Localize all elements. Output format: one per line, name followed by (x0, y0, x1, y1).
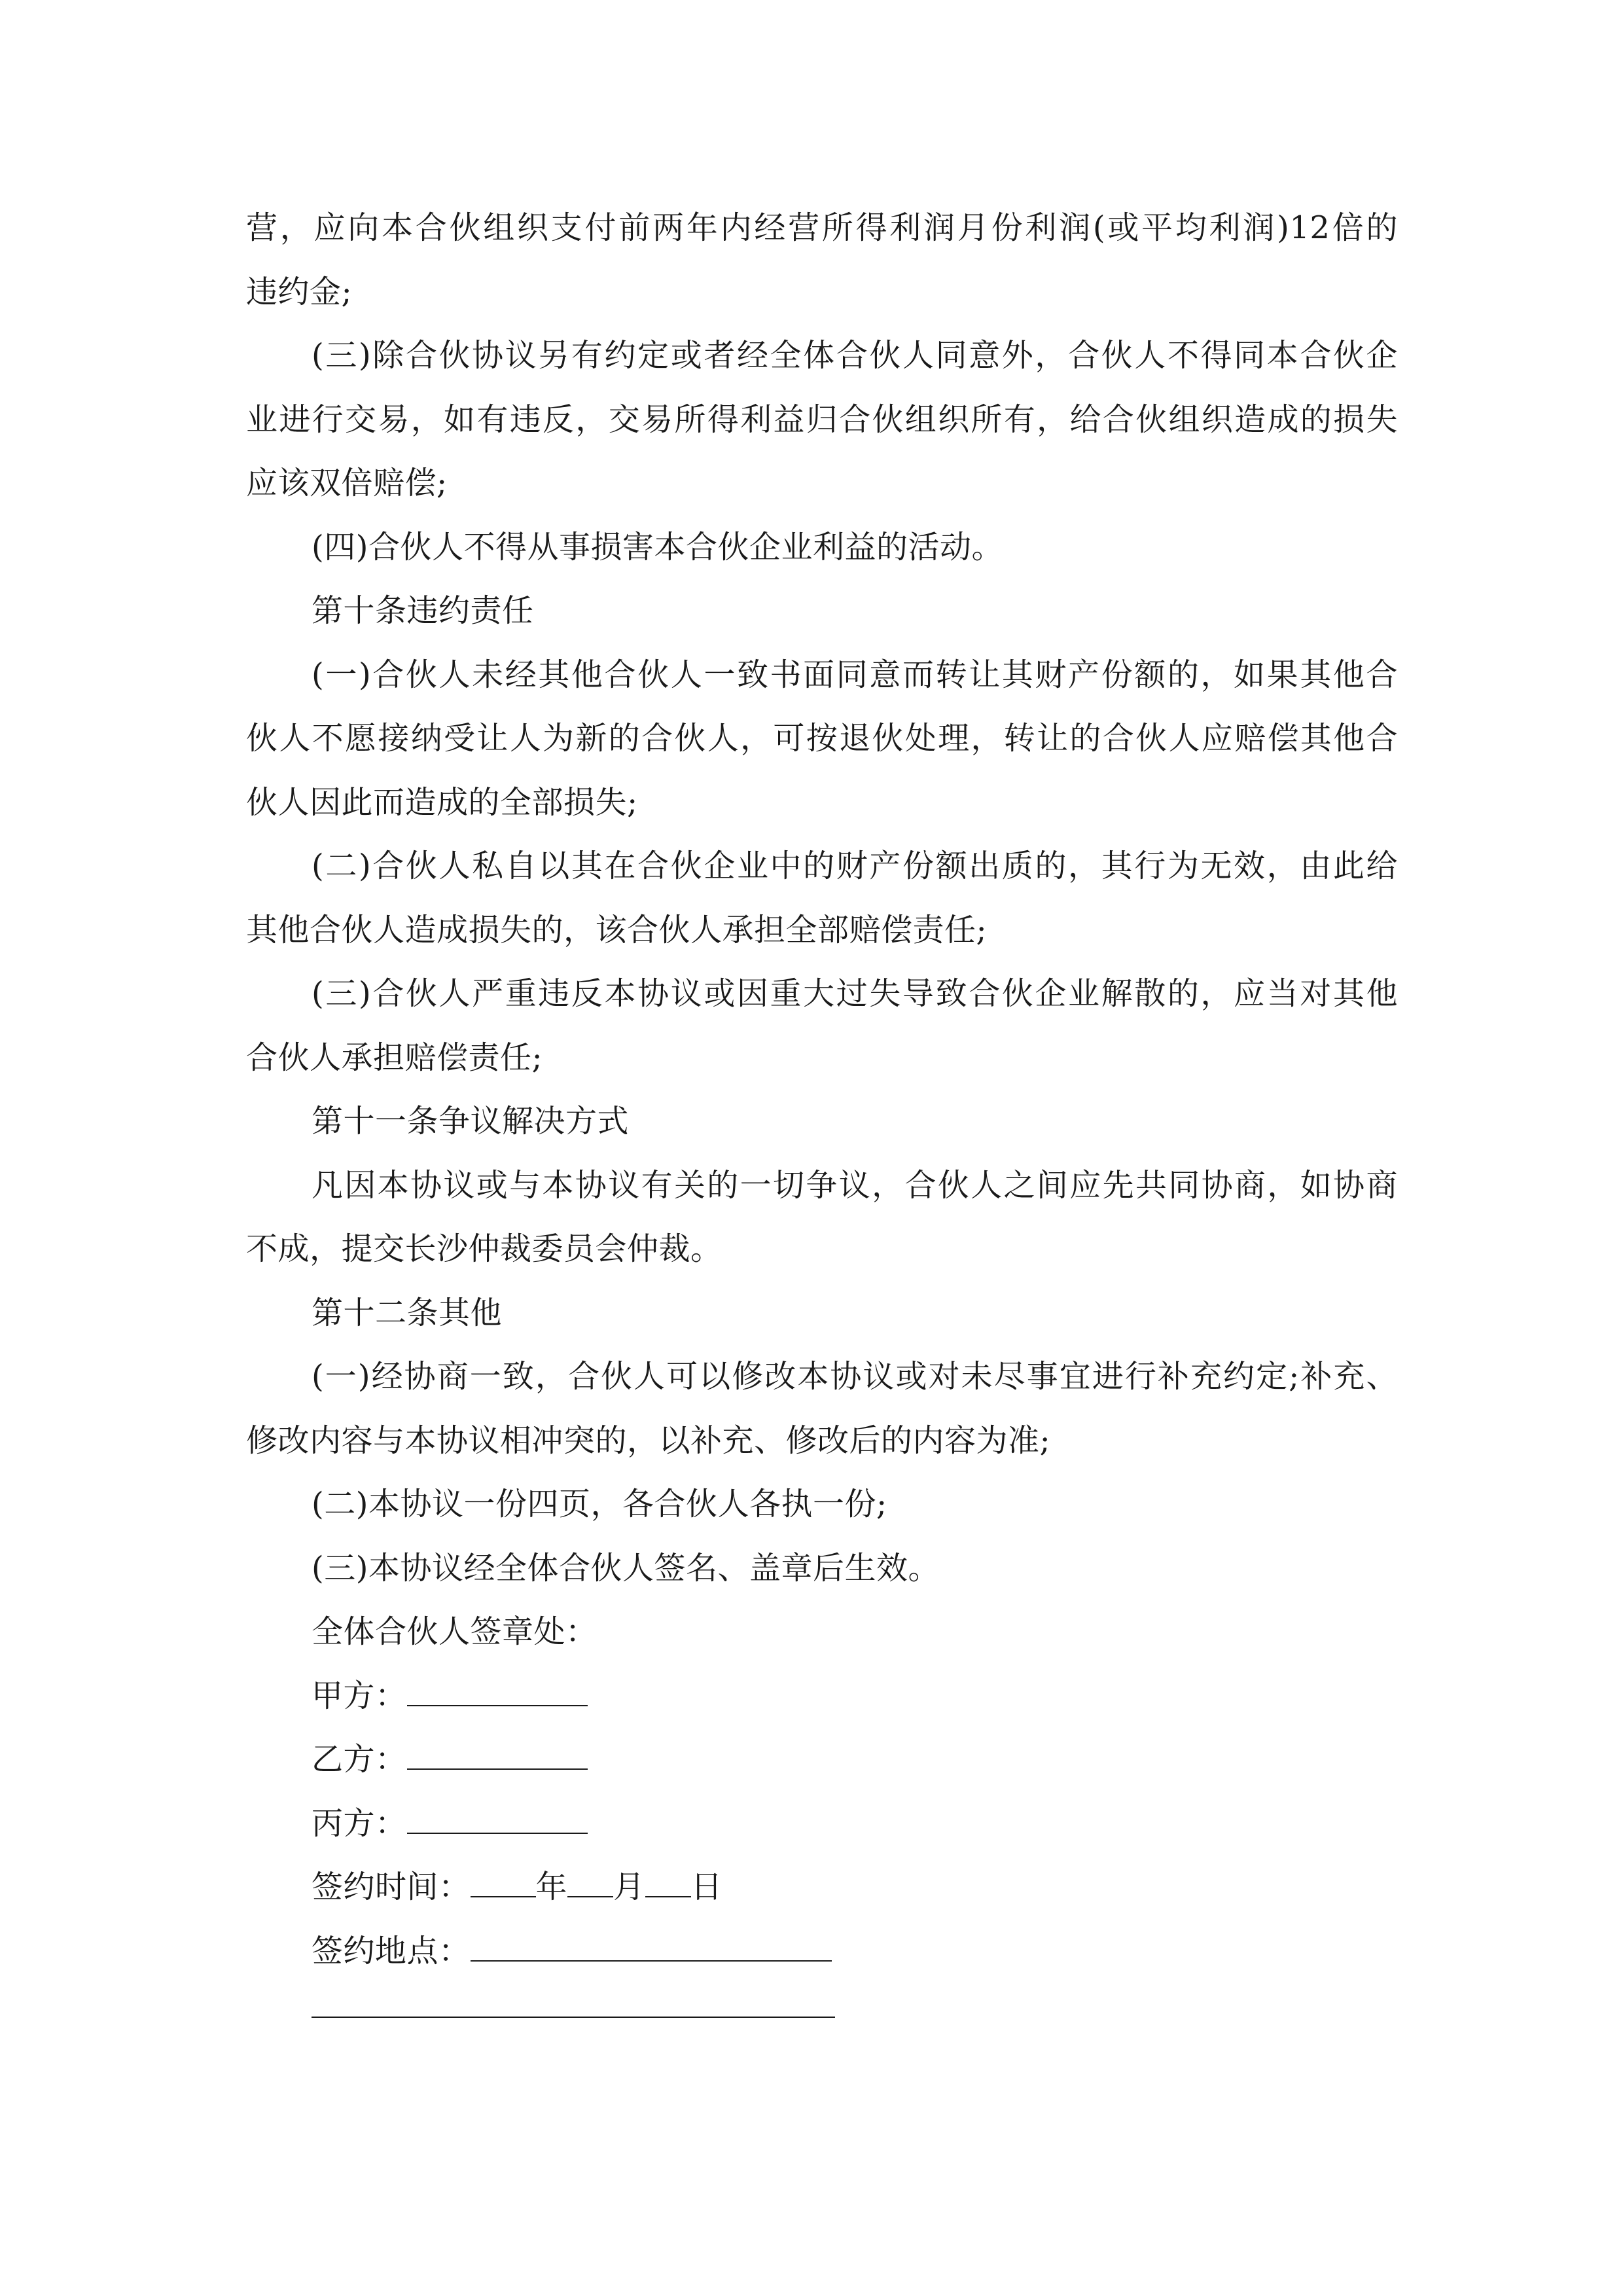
signature-heading: 全体合伙人签章处： (312, 1613, 597, 1650)
paragraph-line: 不成，提交长沙仲裁委员会仲裁。 (246, 1230, 722, 1267)
paragraph-line: 应该双倍赔偿; (246, 465, 448, 501)
sign-place-row (246, 1920, 1398, 1984)
party-b-label: 乙方： (312, 1741, 407, 1778)
month-label: 月 (613, 1869, 645, 1905)
paragraph-line: 违约金; (246, 273, 353, 310)
party-c-label: 丙方： (312, 1804, 407, 1842)
document-body (246, 196, 1398, 2047)
paragraph-line: (三)本协议经全体合伙人签名、盖章后生效。 (312, 1549, 940, 1587)
paragraph-line: 伙人因此而造成的全部损失; (246, 783, 638, 821)
paragraph-line: (一)经协商一致，合伙人可以修改本协议或对未尽事宜进行补充约定;补充、 (312, 1358, 1398, 1395)
party-c-blank[interactable] (407, 1793, 588, 1834)
sign-place-label: 签约地点： (312, 1932, 471, 1969)
paragraph-line: (一)合伙人未经其他合伙人一致书面同意而转让其财产份额的，如果其他合 (312, 656, 1398, 693)
closing-rule-row (246, 1983, 1398, 2047)
year-label: 年 (535, 1869, 568, 1905)
party-b-signature (246, 1728, 1398, 1792)
day-label: 日 (690, 1869, 723, 1905)
paragraph-line: 凡因本协议或与本协议有关的一切争议，合伙人之间应先共同协商，如协商 (312, 1166, 1398, 1204)
party-c-signature (246, 1792, 1398, 1856)
paragraph-line: (二)合伙人私自以其在合伙企业中的财产份额出质的，其行为无效，由此给 (312, 848, 1398, 884)
paragraph-line: (三)除合伙协议另有约定或者经全体合伙人同意外，合伙人不得同本合伙企 (312, 337, 1398, 374)
day-blank[interactable] (645, 1857, 691, 1897)
party-a-blank[interactable] (407, 1666, 588, 1706)
party-a-signature (246, 1664, 1398, 1729)
paragraph-line: (二)本协议一份四页，各合伙人各执一份; (312, 1486, 887, 1522)
paragraph-line: 营，应向本合伙组织支付前两年内经营所得利润月份利润(或平均利润)12倍的 (246, 209, 1398, 246)
sign-date-row (246, 1856, 1398, 1920)
paragraph-line: 伙人不愿接纳受让人为新的合伙人，可按退伙处理，转让的合伙人应赔偿其他合 (246, 720, 1398, 757)
closing-rule (312, 2017, 835, 2018)
sign-date-label: 签约时间： (312, 1869, 471, 1905)
paragraph-line: 合伙人承担赔偿责任; (246, 1039, 543, 1076)
section-heading: 第十一条争议解决方式 (312, 1103, 630, 1139)
party-a-label: 甲方： (312, 1677, 407, 1714)
paragraph-line: 修改内容与本协议相冲突的，以补充、修改后的内容为准; (246, 1422, 1051, 1459)
month-blank[interactable] (567, 1857, 613, 1897)
paragraph-line: 业进行交易，如有违反，交易所得利益归合伙组织所有，给合伙组织造成的损失 (246, 401, 1398, 438)
section-heading: 第十条违约责任 (312, 592, 534, 629)
section-heading: 第十二条其他 (312, 1294, 503, 1331)
party-b-blank[interactable] (407, 1729, 588, 1770)
paragraph-line: (三)合伙人严重违反本协议或因重大过失导致合伙企业解散的，应当对其他 (312, 975, 1398, 1012)
place-blank[interactable] (471, 1921, 832, 1962)
year-blank[interactable] (471, 1857, 536, 1897)
paragraph-line: (四)合伙人不得从事损害本合伙企业利益的活动。 (312, 528, 1003, 565)
paragraph-line: 其他合伙人造成损失的，该合伙人承担全部赔偿责任; (246, 911, 988, 948)
